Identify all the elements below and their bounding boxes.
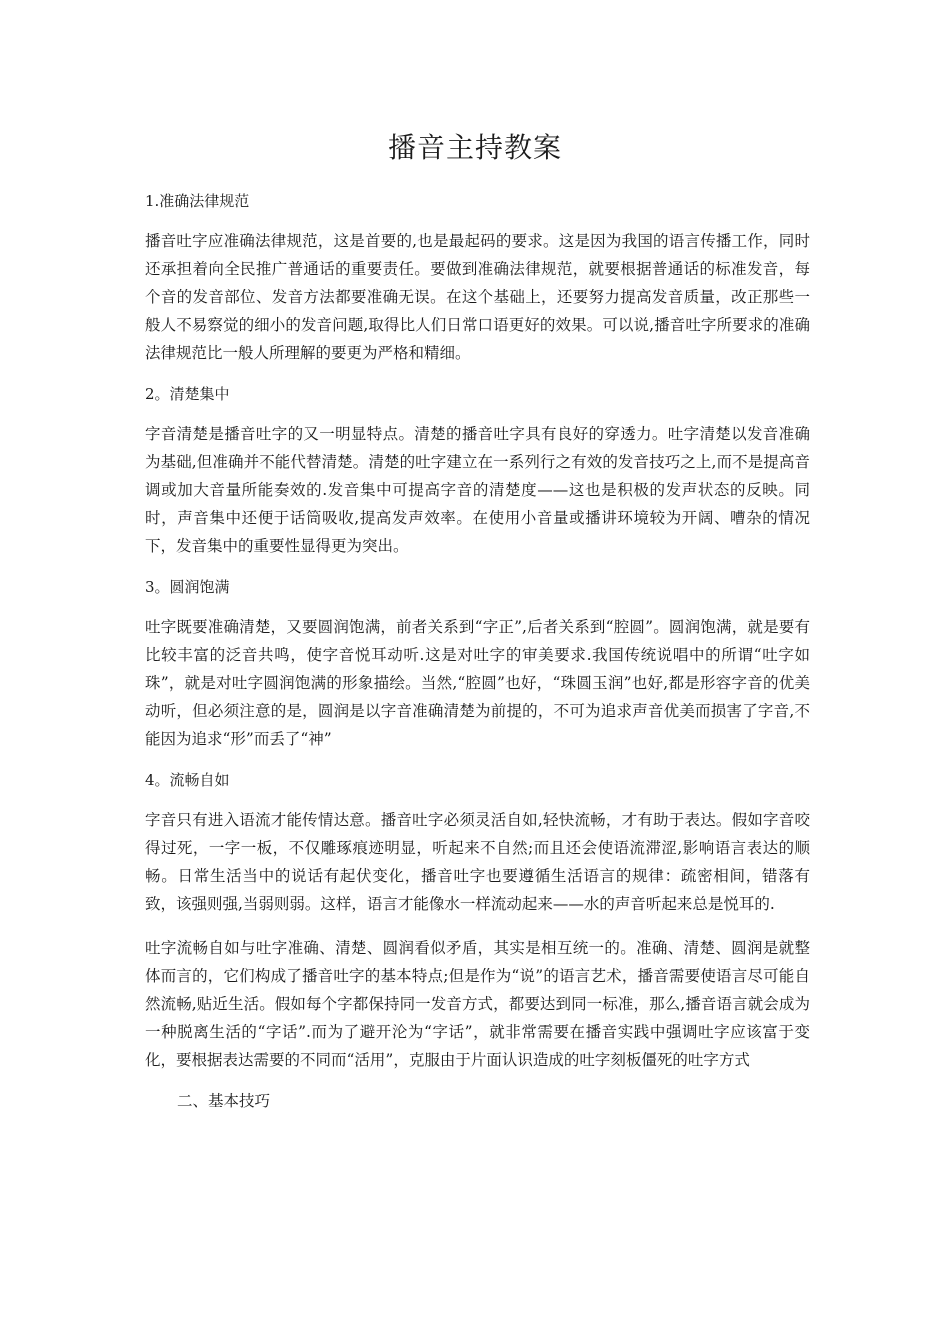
section-paragraph: 字音清楚是播音吐字的又一明显特点。清楚的播音吐字具有良好的穿透力。吐字清楚以发音准确为基础,但准确并不能代替清楚。清楚的吐字建立在一系列行之有效的发音技巧之上,而不是提高音调或加大音量所能奏效的.发音集中可提高字音的清楚度——这也是积极的发声状态的反映。同时，声音集中还便于话筒吸收,提高发声效率。在使用小音量或播讲环境较为开阔、嘈杂的情况下，发音集中的重要性显得更为突出。	[145, 425, 810, 555]
document-title: 播音主持教案	[387, 131, 562, 164]
section-paragraph: 播音吐字应准确法律规范，这是首要的,也是最起码的要求。这是因为我国的语言传播工作，同时还承担着向全民推广普通话的重要责任。要做到准确法律规范，就要根据普通话的标准发音，每个音的发音部位、发音方法都要准确无误。在这个基础上，还要努力提高发音质量，改正那些一般人不易察觉的细小的发音问题,取得比人们日常口语更好的效果。可以说,播音吐字所要求的准确法律规范比一般人所理解的要更为严格和精细。	[145, 232, 810, 362]
section-heading: 4。流畅自如	[145, 771, 230, 789]
section-heading: 2。清楚集中	[145, 385, 230, 403]
section-accuracy	[145, 190, 810, 367]
next-section-heading: 二、基本技巧	[177, 1092, 271, 1110]
section-fullness	[145, 576, 810, 753]
section-fluency	[145, 769, 810, 918]
section-heading: 1.准确法律规范	[145, 192, 250, 210]
section-paragraph: 吐字既要准确清楚，又要圆润饱满，前者关系到“字正”,后者关系到“腔圆”。圆润饱满，就是要有比较丰富的泛音共鸣，使字音悦耳动听.这是对吐字的审美要求.我国传统说唱中的所谓“吐字如珠”，就是对吐字圆润饱满的形象描绘。当然,“腔圆”也好，“珠圆玉润”也好,都是形容字音的优美动听，但必须注意的是，圆润是以字音准确清楚为前提的，不可为追求声音优美而损害了字音,不能因为追求“形”而丢了“神”	[145, 618, 810, 748]
closing-paragraph: 吐字流畅自如与吐字准确、清楚、圆润看似矛盾，其实是相互统一的。准确、清楚、圆润是就整体而言的，它们构成了播音吐字的基本特点;但是作为“说”的语言艺术，播音需要使语言尽可能自然流畅,贴近生活。假如每个字都保持同一发音方式，都要达到同一标准，那么,播音语言就会成为一种脱离生活的“字话”.而为了避开沦为“字话”，就非常需要在播音实践中强调吐字应该富于变化，要根据表达需要的不同而“活用”，克服由于片面认识造成的吐字刻板僵死的吐字方式	[145, 939, 810, 1069]
section-paragraph: 字音只有进入语流才能传情达意。播音吐字必须灵活自如,轻快流畅，才有助于表达。假如字音咬得过死，一字一板，不仅雕琢痕迹明显，听起来不自然;而且还会使语流滞涩,影响语言表达的顺畅。日常生活当中的说话有起伏变化，播音吐字也要遵循生活语言的规律：疏密相间，错落有致，该强则强,当弱则弱。这样，语言才能像水一样流动起来——水的声音听起来总是悦耳的.	[145, 811, 810, 913]
section-clarity	[145, 383, 810, 560]
document-body	[145, 190, 810, 1112]
section-heading: 3。圆润饱满	[145, 578, 230, 596]
